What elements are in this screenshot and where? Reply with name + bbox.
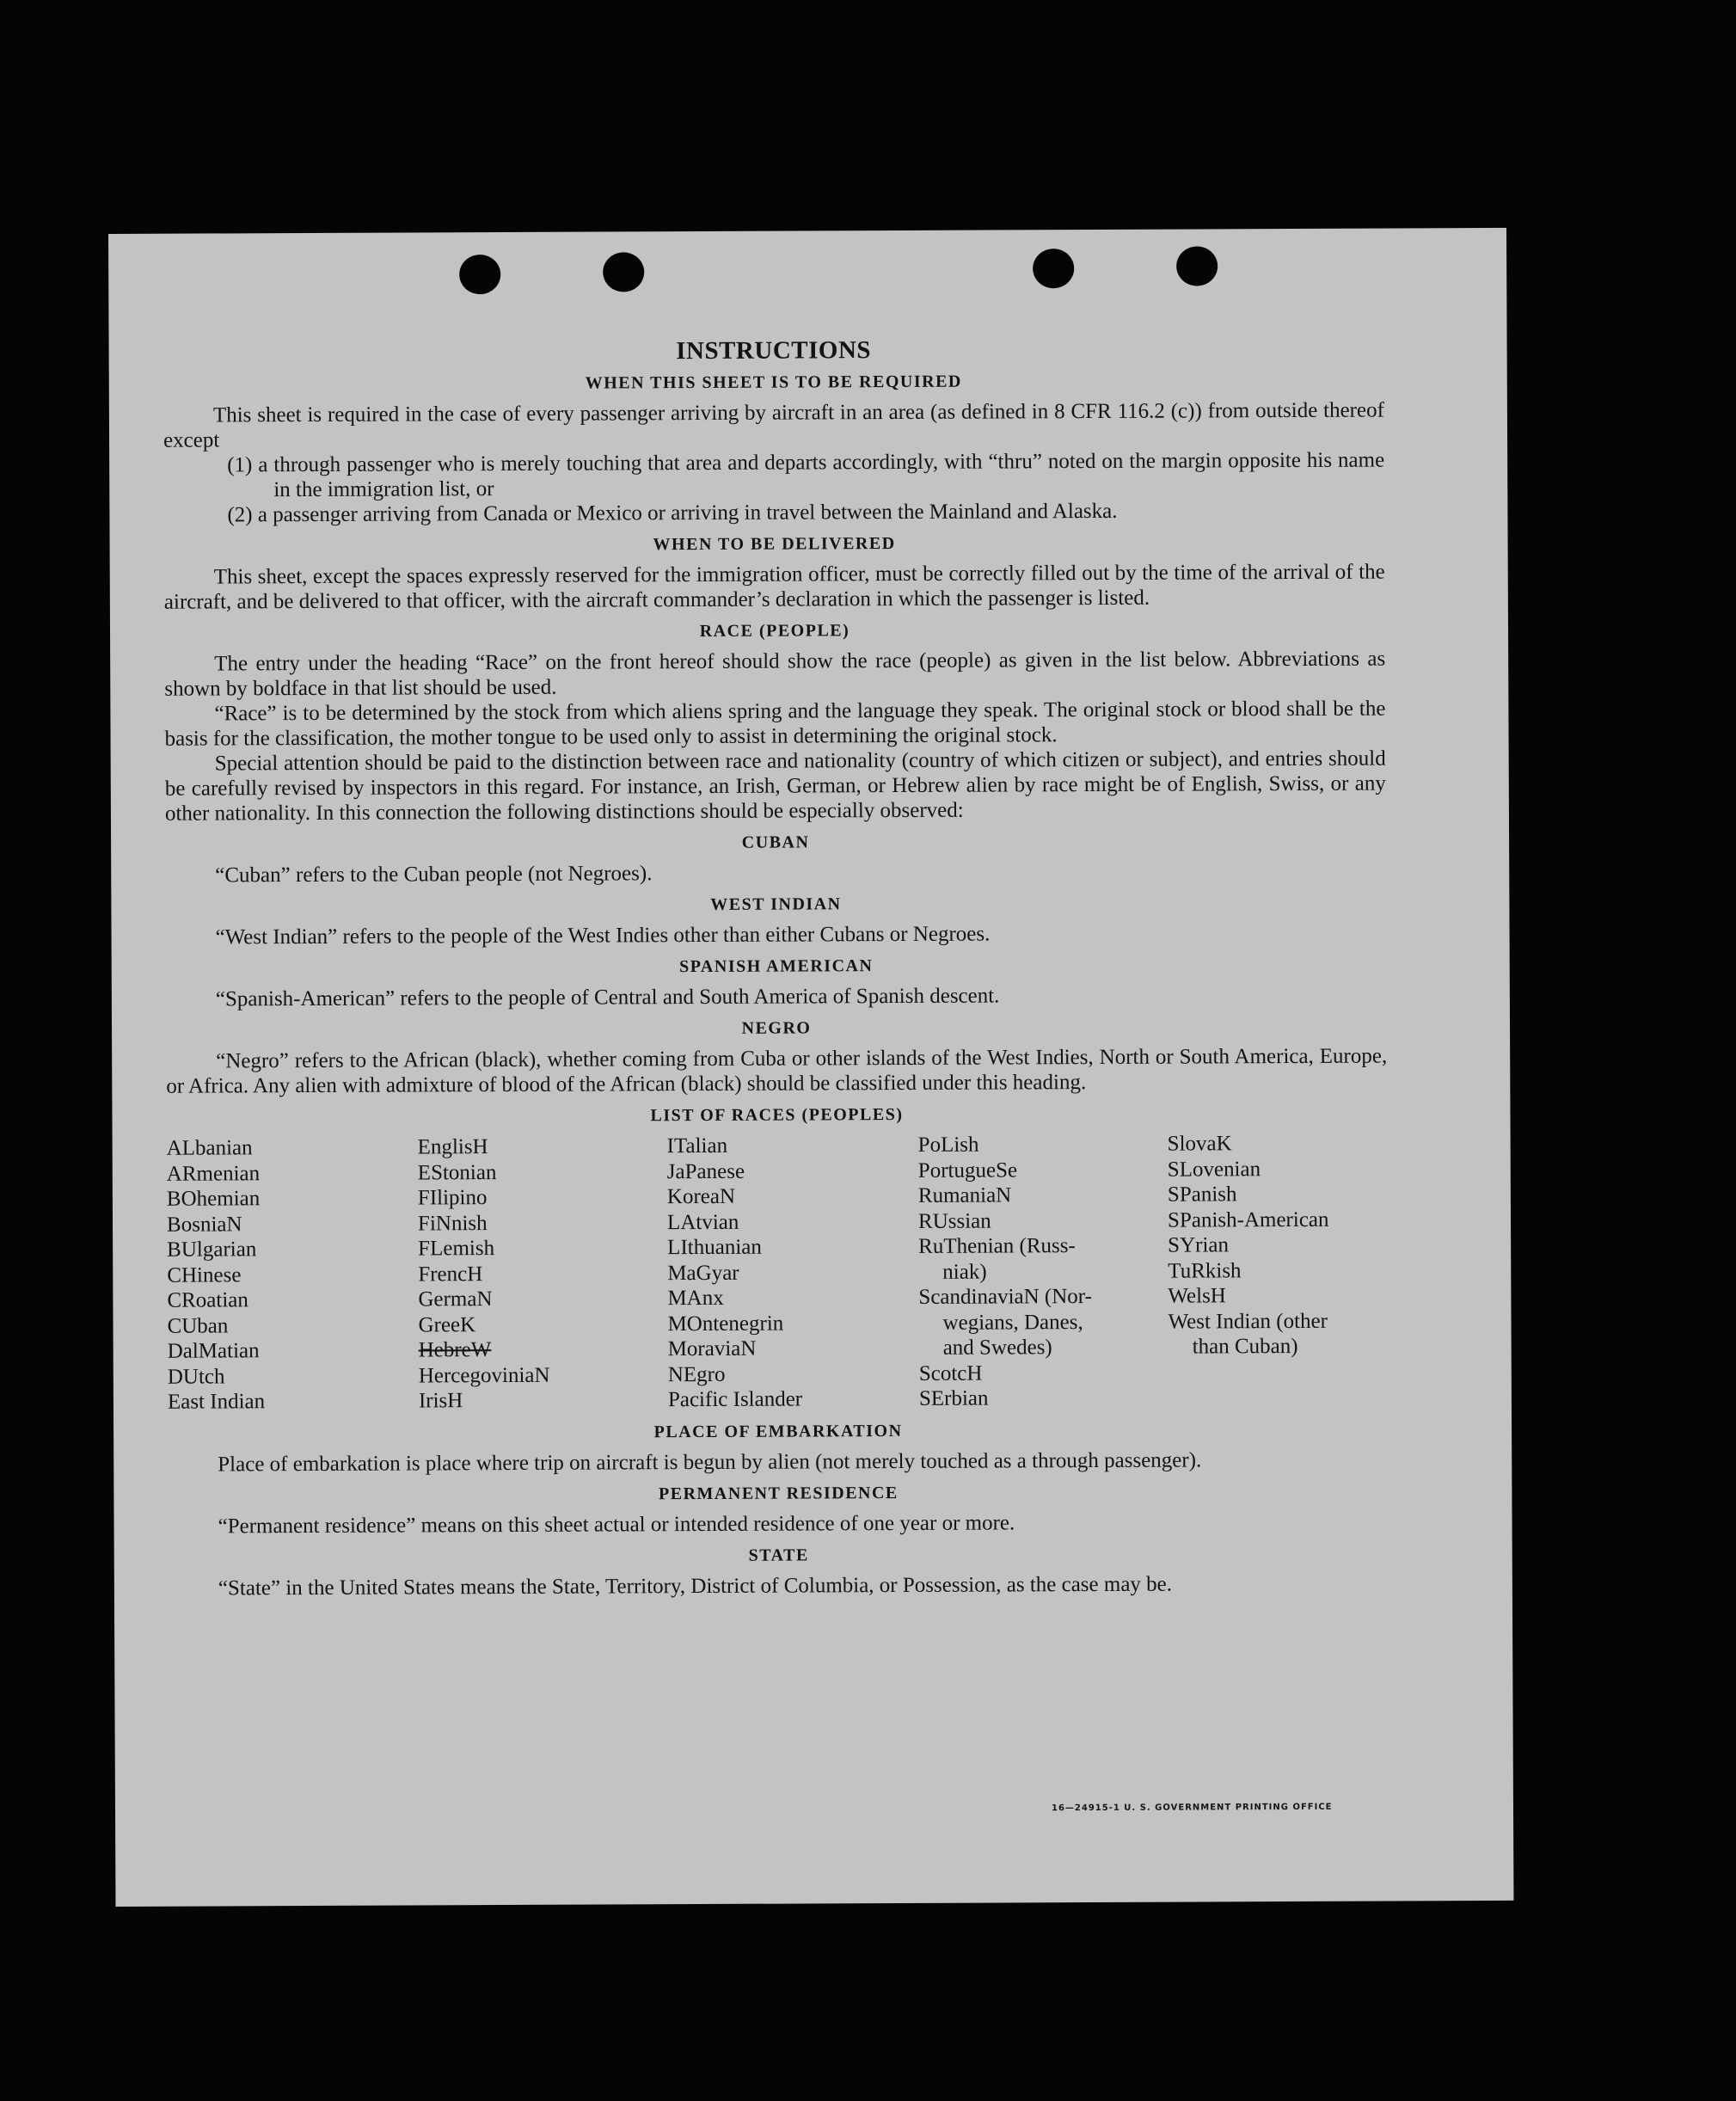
- race-entry: MOntenegrin: [667, 1312, 784, 1336]
- race-entry: GermaN: [418, 1287, 493, 1312]
- race-entry: JaPanese: [666, 1159, 745, 1183]
- race-entry: TuRkish: [1168, 1258, 1242, 1283]
- paragraph: “State” in the United States means the State, Territory, District of Columbia, or Possession, as the case may be.: [218, 1572, 1173, 1600]
- instructions-body: [163, 336, 1389, 1601]
- section-heading: LIST OF RACES (PEOPLES): [650, 1104, 904, 1126]
- paragraph: “Cuban” refers to the Cuban people (not Negroes).: [215, 862, 653, 888]
- race-entry: LAtvian: [666, 1210, 739, 1234]
- race-entry: ITalian: [666, 1133, 728, 1158]
- section-heading: SPANISH AMERICAN: [679, 956, 874, 977]
- section-heading: NEGRO: [741, 1018, 812, 1038]
- paragraph: “Race” is to be determined by the stock from which aliens spring and the language they speak. The original stock or blood shall be the basis for the classification, the mother tongue to be used only to assist in determining the original stock.: [164, 697, 1386, 751]
- document-sheet: [108, 228, 1513, 1907]
- race-entry: ALbanian: [166, 1136, 253, 1160]
- paragraph: Place of embarkation is place where trip on aircraft is begun by alien (not merely touched as a through passenger).: [218, 1447, 1202, 1476]
- race-entry: East Indian: [167, 1390, 266, 1414]
- race-entry: West Indian (other: [1168, 1309, 1328, 1334]
- races-column: [167, 1134, 419, 1415]
- race-entry: DUtch: [167, 1364, 225, 1389]
- race-entry: RUssian: [917, 1209, 991, 1233]
- races-column: [918, 1132, 1169, 1412]
- race-entry: EnglisH: [417, 1135, 488, 1159]
- section-heading: RACE (PEOPLE): [699, 621, 850, 642]
- race-entry: FIlipino: [417, 1186, 488, 1210]
- punch-hole: [1176, 246, 1218, 286]
- race-entry-continued: and Swedes): [942, 1336, 1052, 1360]
- paragraph: “Negro” refers to the African (black), whether coming from Cuba or other islands of the West Indies, North or South America, Europe, or Africa. Any alien with admixture of blood of the African (black) should be classified under this heading.: [166, 1044, 1388, 1098]
- race-entry: CUban: [167, 1313, 229, 1338]
- races-column: [1168, 1131, 1389, 1411]
- section-heading: CUBAN: [741, 832, 810, 852]
- race-entry: SErbian: [918, 1386, 989, 1410]
- race-entry-struck: HebreW: [418, 1338, 492, 1362]
- race-entry-continued: than Cuban): [1192, 1334, 1298, 1359]
- section-heading: WHEN THIS SHEET IS TO BE REQUIRED: [585, 372, 962, 393]
- race-entry: EStonian: [417, 1160, 497, 1184]
- list-item: (1) a through passenger who is merely touching that area and departs accordingly, with “thru” noted on the margin opposite his name in the immigration list, or: [227, 448, 1385, 502]
- punch-hole: [459, 255, 500, 294]
- section-heading: WHEN TO BE DELIVERED: [653, 534, 896, 555]
- race-entry: ScandinaviaN (Nor-: [918, 1285, 1092, 1309]
- race-entry: NEgro: [667, 1362, 726, 1386]
- paragraph: The entry under the heading “Race” on the front hereof should show the race (people) as given in the list below. Abbreviations as shown by boldface in that list should be used.: [164, 647, 1386, 701]
- race-entry: SPanish: [1167, 1183, 1237, 1207]
- race-entry: SLovenian: [1167, 1157, 1261, 1182]
- race-entry: MaGyar: [667, 1261, 739, 1285]
- race-entry: WelsH: [1168, 1284, 1226, 1308]
- page-title: INSTRUCTIONS: [676, 336, 872, 366]
- paragraph: This sheet is required in the case of every passenger arriving by aircraft in an area (as defined in 8 CFR 116.2 (c)) from outside thereof except: [163, 398, 1384, 452]
- race-entry: GreeK: [418, 1312, 476, 1336]
- printer-imprint: 16—24915-1 U. S. GOVERNMENT PRINTING OFFICE: [1051, 1802, 1333, 1814]
- race-entry: CRoatian: [167, 1288, 248, 1312]
- section-heading: STATE: [748, 1545, 809, 1565]
- paragraph: “Permanent residence” means on this sheet actual or intended residence of one year or more.: [218, 1510, 1015, 1538]
- race-entry: RuThenian (Russ-: [918, 1234, 1076, 1258]
- list-item: (2) a passenger arriving from Canada or Mexico or arriving in travel between the Mainland and Alaska.: [227, 499, 1118, 527]
- race-entry: BUlgarian: [167, 1238, 257, 1262]
- race-entry: PortugueSe: [917, 1158, 1018, 1183]
- section-heading: WEST INDIAN: [710, 894, 842, 914]
- race-entry: LIthuanian: [667, 1235, 762, 1260]
- section-heading: PLACE OF EMBARKATION: [653, 1421, 903, 1441]
- paragraph: This sheet, except the spaces expressly reserved for the immigration officer, must be correctly filled out by the time of the arrival of the aircraft, and be delivered to that officer, with the aircraft commander’s declaration in which the passenger is listed.: [163, 560, 1385, 614]
- race-entry: MoraviaN: [667, 1336, 757, 1361]
- race-entry: SYrian: [1168, 1233, 1230, 1257]
- race-entry: BosniaN: [166, 1212, 242, 1237]
- race-entry-continued: niak): [942, 1260, 987, 1284]
- race-entry: ScotcH: [918, 1361, 983, 1385]
- race-entry: KoreaN: [666, 1184, 736, 1209]
- punch-hole: [603, 252, 644, 292]
- section-heading: PERMANENT RESIDENCE: [658, 1483, 899, 1503]
- race-entry: SPanish-American: [1167, 1207, 1329, 1232]
- race-entry: FLemish: [418, 1237, 495, 1261]
- race-entry: MAnx: [667, 1286, 724, 1311]
- races-list: [167, 1131, 1389, 1416]
- races-column: [418, 1133, 668, 1414]
- race-entry: PoLish: [917, 1133, 979, 1157]
- paragraph: Special attention should be paid to the distinction between race and nationality (country of which citizen or subject), and entries should be carefully revised by inspectors in this regard. For instance, an Irish, German, or Hebrew alien by race might be of English, Swiss, or any other nationality. In this connection the following distinctions should be especially observed:: [164, 746, 1386, 826]
- race-entry-continued: wegians, Danes,: [942, 1310, 1083, 1335]
- race-entry: SlovaK: [1167, 1132, 1232, 1156]
- punch-hole: [1033, 249, 1074, 288]
- race-entry: FrencH: [418, 1262, 483, 1286]
- race-entry: CHinese: [167, 1262, 242, 1287]
- race-entry: ARmenian: [166, 1161, 261, 1186]
- race-entry: Pacific Islander: [667, 1387, 803, 1412]
- race-entry: FiNnish: [417, 1211, 488, 1235]
- race-entry: HercegoviniaN: [418, 1363, 550, 1387]
- paragraph: “West Indian” refers to the people of the West Indies other than either Cubans or Negroes.: [215, 922, 991, 949]
- paragraph: “Spanish-American” refers to the people of Central and South America of Spanish descent.: [215, 984, 1000, 1011]
- race-entry: RumaniaN: [917, 1183, 1012, 1207]
- race-entry: DalMatian: [167, 1339, 260, 1363]
- races-column: [667, 1133, 919, 1413]
- race-entry: BOhemian: [166, 1187, 261, 1211]
- race-entry: IrisH: [418, 1389, 463, 1413]
